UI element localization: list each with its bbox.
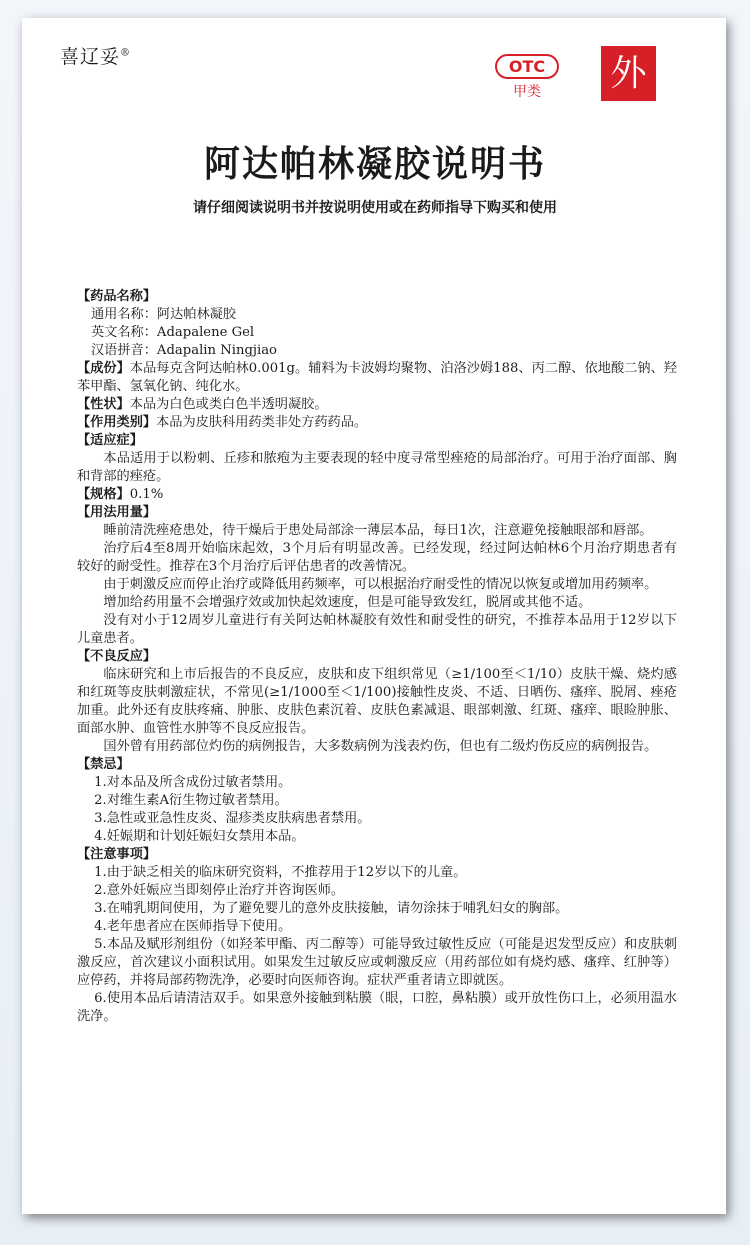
section-heading: 【注意事项】 <box>77 847 157 862</box>
external-use-mark: 外 <box>601 46 656 101</box>
otc-badge <box>495 54 559 101</box>
otc-category: 甲类 <box>513 84 541 100</box>
section-heading: 【作用类别】 <box>77 415 157 430</box>
section-contraindications <box>77 756 677 846</box>
paragraph: 由于刺激反应而停止治疗或降低用药频率，可以根据治疗耐受性的情况以恢复或增加用药频率。 <box>103 577 658 592</box>
section-text: 本品适用于以粉刺、丘疹和脓疱为主要表现的轻中度寻常型痤疮的局部治疗。可用于治疗面部、胸和背部的痤疮。 <box>77 451 677 484</box>
paragraph: 临床研究和上市后报告的不良反应，皮肤和皮下组织常见（≥1/100至＜1/10）皮肤干燥、烧灼感和红斑等皮肤刺激症状，不常见(≥1/1000至＜1/100)接触性皮炎、不适、日晒伤、瘙痒、脱屑、痤疮加重。此外还有皮肤疼痛、肿胀、皮肤色素沉着、皮肤色素减退、眼部刺激、红斑、瘙痒、眼睑肿胀、面部水肿、血管性水肿等不良反应报告。 <box>77 667 677 736</box>
brand-name: 喜辽妥 <box>60 46 121 68</box>
section-specification <box>77 486 677 504</box>
brand-logo <box>60 42 131 69</box>
paragraph: 没有对小于12周岁儿童进行有关阿达帕林凝胶有效性和耐受性的研究，不推荐本品用于12岁以下儿童患者。 <box>77 613 677 646</box>
section-category <box>77 414 677 432</box>
list-item: 6.使用本品后请清洁双手。如果意外接触到粘膜（眼，口腔，鼻粘膜）或开放性伤口上，必须用温水洗净。 <box>77 991 677 1024</box>
section-text: 本品为白色或类白色半透明凝胶。 <box>129 397 328 412</box>
section-composition <box>77 360 677 396</box>
paragraph: 治疗后4至8周开始临床起效，3个月后有明显改善。已经发现，经过阿达帕林6个月治疗期患者有较好的耐受性。推荐在3个月治疗后评估患者的改善情况。 <box>77 541 677 574</box>
section-heading: 【不良反应】 <box>77 649 157 664</box>
list-item: 4.老年患者应在医师指导下使用。 <box>94 919 292 934</box>
page-title: 阿达帕林凝胶说明书 <box>203 144 546 185</box>
list-item: 3.在哺乳期间使用，为了避免婴儿的意外皮肤接触，请勿涂抹于哺乳妇女的胸部。 <box>94 901 569 916</box>
section-indications <box>77 432 677 486</box>
section-name <box>77 288 677 360</box>
section-heading: 【成份】 <box>77 361 130 376</box>
section-dosage <box>77 504 677 648</box>
section-text: 本品为皮肤科用药类非处方药药品。 <box>156 415 368 430</box>
paragraph: 增加给药用量不会增强疗效或加快起效速度，但是可能导致发红，脱屑或其他不适。 <box>103 595 592 610</box>
section-heading: 【适应症】 <box>77 433 143 448</box>
list-item: 2.意外妊娠应当即刻停止治疗并咨询医师。 <box>94 883 345 898</box>
list-item: 2.对维生素A衍生物过敏者禁用。 <box>94 793 288 808</box>
paragraph: 睡前清洗痤疮患处，待干燥后于患处局部涂一薄层本品，每日1次，注意避免接触眼部和唇部。 <box>103 523 653 538</box>
name-line: 汉语拼音：Adapalin Ningjiao <box>91 343 277 358</box>
list-item: 4.妊娠期和计划妊娠妇女禁用本品。 <box>94 829 305 844</box>
section-text: 0.1% <box>129 487 164 502</box>
section-heading: 【药品名称】 <box>77 289 157 304</box>
section-text: 本品每克含阿达帕林0.001g。辅料为卡波姆均聚物、泊洛沙姆188、丙二醇、依地酸二钠、羟苯甲酯、氢氧化钠、纯化水。 <box>77 361 677 394</box>
section-precautions <box>77 846 677 1026</box>
section-heading: 【用法用量】 <box>77 505 157 520</box>
section-heading: 【禁忌】 <box>77 757 130 772</box>
list-item: 1.对本品及所含成份过敏者禁用。 <box>94 775 292 790</box>
list-item: 5.本品及赋形剂组份（如羟苯甲酯、丙二醇等）可能导致过敏性反应（可能是迟发型反应）和皮肤刺激反应，首次建议小面积试用。如果发生过敏反应或刺激反应（用药部位如有烧灼感、瘙痒、红肿等）应停药，并将局部药物洗净，必要时向医师咨询。症状严重者请立即就医。 <box>77 937 677 988</box>
list-item: 3.急性或亚急性皮炎、湿疹类皮肤病患者禁用。 <box>94 811 371 826</box>
section-heading: 【性状】 <box>77 397 130 412</box>
page-subtitle: 请仔细阅读说明书并按说明使用或在药师指导下购买和使用 <box>193 200 557 216</box>
paragraph: 国外曾有用药部位灼伤的病例报告，大多数病例为浅表灼伤，但也有二级灼伤反应的病例报告。 <box>103 739 658 754</box>
otc-label: OTC <box>495 54 559 79</box>
section-heading: 【规格】 <box>77 487 130 502</box>
registered-mark: ® <box>120 47 132 59</box>
name-line: 英文名称：Adapalene Gel <box>91 325 255 340</box>
list-item: 1.由于缺乏相关的临床研究资料，不推荐用于12岁以下的儿童。 <box>94 865 467 880</box>
section-adverse <box>77 648 677 756</box>
section-description <box>77 396 677 414</box>
name-line: 通用名称：阿达帕林凝胶 <box>91 307 237 322</box>
leaflet-body <box>77 288 677 1026</box>
